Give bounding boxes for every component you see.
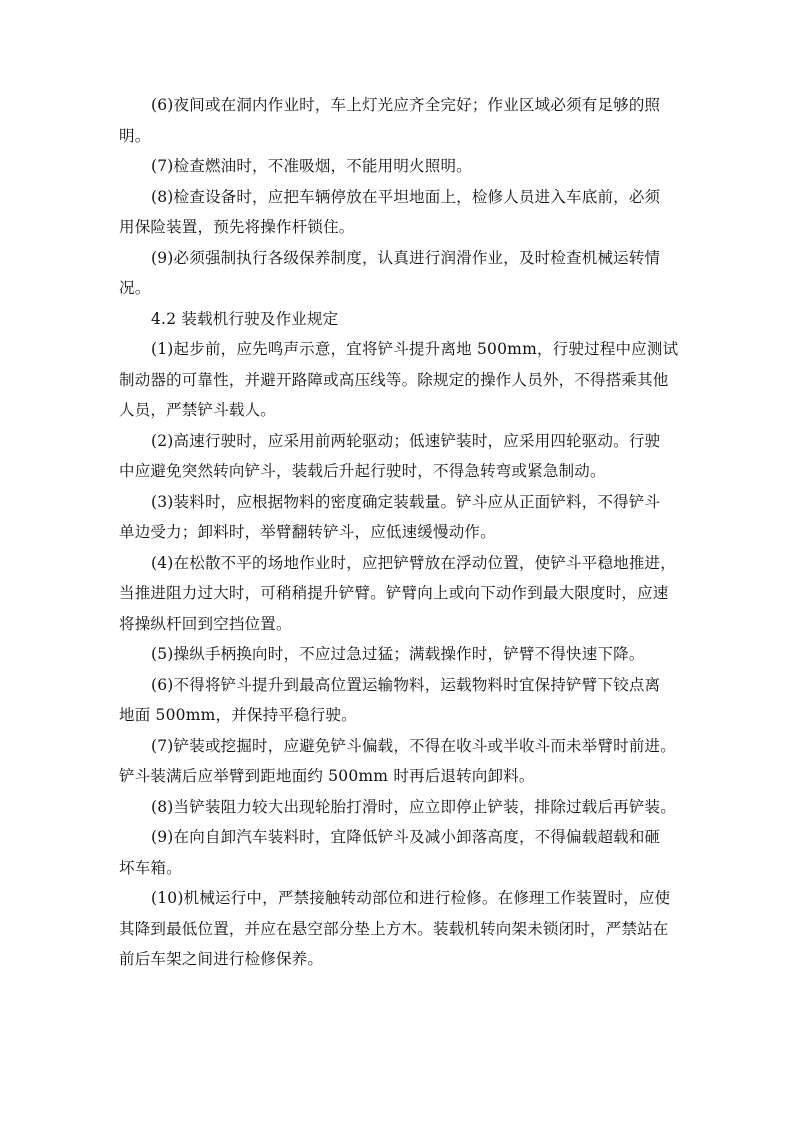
text-line: 4.2 装载机行驶及作业规定	[151, 309, 339, 328]
paragraph	[119, 670, 684, 731]
text-line: 地面 500mm，并保持平稳行驶。	[119, 706, 357, 724]
text-line: (6)不得将铲斗提升到最高位置运输物料，运载物料时宜保持铲臂下铰点离	[151, 675, 661, 694]
text-line: (2)高速行驶时，应采用前两轮驱动；低速铲装时，应采用四轮驱动。行驶	[151, 431, 661, 450]
text-line: (5)操纵手柄换向时，不应过急过猛；满载操作时，铲臂不得快速下降。	[151, 645, 645, 663]
paragraph	[119, 334, 684, 426]
paragraph	[119, 151, 684, 182]
text-line: (7)铲装或挖掘时，应避免铲斗偏载，不得在收斗或半收斗而未举臂时前进。	[151, 736, 676, 755]
text-line: 用保险装置，预先将操作杆锁住。	[119, 218, 355, 236]
text-line: (8)当铲装阻力较大出现轮胎打滑时，应立即停止铲装，排除过载后再铲装。	[151, 797, 676, 816]
text-line: (6)夜间或在洞内作业时，车上灯光应齐全完好；作业区域必须有足够的照	[151, 96, 661, 114]
text-line: (4)在松散不平的场地作业时，应把铲臂放在浮动位置，使铲斗平稳地推进，	[151, 553, 676, 572]
text-line: 将操纵杆回到空挡位置。	[119, 614, 292, 633]
text-line: 坏车箱。	[119, 858, 182, 877]
text-line: 人员，严禁铲斗载人。	[119, 401, 277, 419]
text-line: (8)检查设备时，应把车辆停放在平坦地面上，检修人员进入车底前，必须	[151, 187, 661, 206]
text-line: 况。	[119, 279, 151, 297]
paragraph	[119, 883, 684, 975]
paragraph	[119, 182, 684, 243]
text-line: 前后车架之间进行检修保养。	[119, 950, 324, 968]
text-line: (3)装料时，应根据物料的密度确定装载量。铲斗应从正面铲料，不得铲斗	[151, 492, 661, 511]
paragraph	[119, 548, 684, 640]
document-body	[119, 90, 684, 975]
paragraph	[119, 90, 684, 151]
text-line: (9)必须强制执行各级保养制度，认真进行润滑作业，及时检查机械运转情	[151, 248, 661, 267]
text-line: (9)在向自卸汽车装料时，宜降低铲斗及减小卸落高度，不得偏载超载和砸	[151, 828, 661, 846]
text-line: (10)机械运行中，严禁接触转动部位和进行检修。在修理工作装置时，应使	[151, 889, 671, 907]
text-line: (7)检查燃油时，不准吸烟，不能用明火照明。	[151, 157, 472, 175]
text-line: 明。	[119, 126, 151, 145]
paragraph	[119, 487, 684, 548]
text-line: 中应避免突然转向铲斗，装载后升起行驶时，不得急转弯或紧急制动。	[119, 462, 606, 480]
text-line: 单边受力；卸料时，举臂翻转铲斗，应低速缓慢动作。	[119, 523, 496, 541]
text-line: 铲斗装满后应举臂到距地面约 500mm 时再后退转向卸料。	[119, 767, 535, 785]
paragraph	[119, 639, 684, 670]
paragraph	[119, 792, 684, 823]
text-line: 制动器的可靠性，并避开路障或高压线等。除规定的操作人员外，不得搭乘其他	[119, 370, 669, 389]
section-heading	[119, 304, 684, 335]
text-line: (1)起步前，应先鸣声示意，宜将铲斗提升离地 500mm，行驶过程中应测试	[151, 340, 679, 358]
paragraph	[119, 426, 684, 487]
paragraph	[119, 822, 684, 883]
paragraph	[119, 731, 684, 792]
text-line: 其降到最低位置，并应在悬空部分垫上方木。装载机转向架未锁闭时，严禁站在	[119, 919, 669, 938]
text-line: 当推进阻力过大时，可稍稍提升铲臂。铲臂向上或向下动作到最大限度时，应速	[119, 584, 669, 602]
paragraph	[119, 243, 684, 304]
